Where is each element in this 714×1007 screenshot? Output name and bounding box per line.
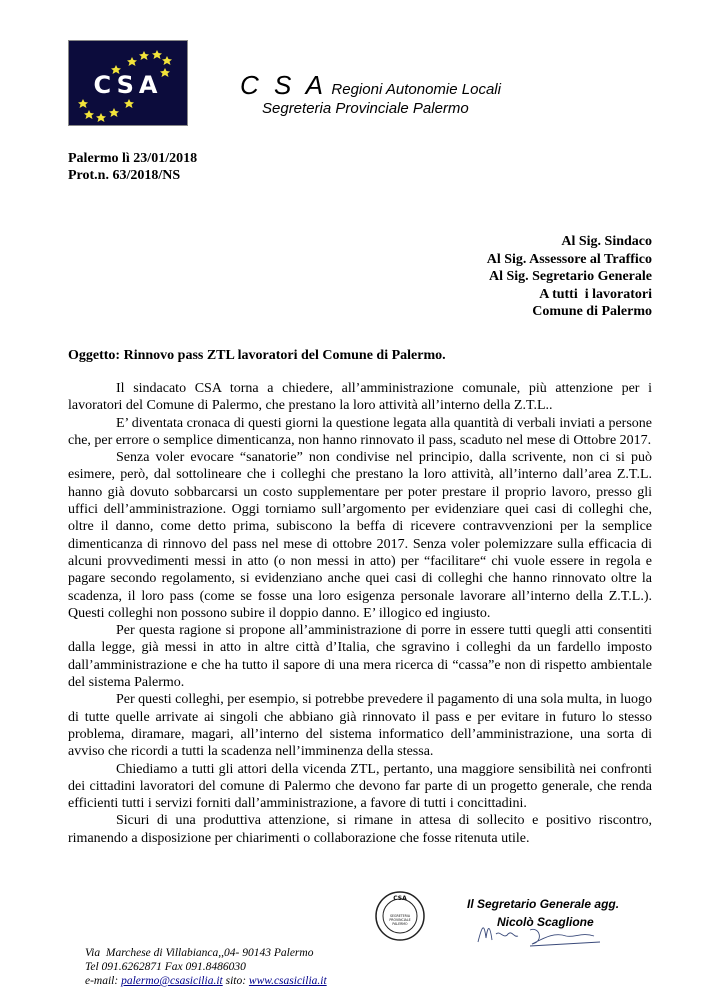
website-link[interactable]: www.csasicilia.it (248, 975, 327, 987)
svg-text:PALERMO: PALERMO (392, 922, 408, 926)
letter-body (68, 380, 652, 847)
signatory-title: Il Segretario Generale agg. (467, 897, 620, 911)
body-paragraph: Per questa ragione si propone all’amministrazione di porre in essere tutti quegli atti consentiti dalla legge, già messi in atto in altre città d’Italia, che sgravino i colleghi da un fardello imposto dall’amministrazione e che ha tutto il sapore di una mera ricerca di “cassa”e non di rispetto ambientale del sistema Palermo. (68, 623, 652, 691)
stamp-top-text: CSA (393, 895, 407, 902)
org-branch: Segreteria Provinciale Palermo (262, 100, 469, 117)
org-title (240, 70, 501, 101)
logo-stars-icon (69, 41, 187, 125)
body-paragraph: Senza voler evocare “sanatorie” non condivise nel principio, dalla scrivente, non ci si può esimere, però, dal sottolineare che i colleghi che prestano la loro attività, all’interno dall’area Z.T.L. hanno già dovuto sobbarcarsi un costo supplementare per poter prestare il proprio lavoro, presso gli uffici dell’amministrazione. Oggi torniamo sull’argomento per evidenziare quei casi di colleghi che, oltre il danno, come detto prima, subiscono la beffa di ricevere contravvenzioni per la semplice dimenticanza di rinnovo del pass nel mese di ottobre 2017. Senza voler polemizzare sulla efficacia di alcuni provvedimenti messi in atto (o non messi in atto) per “facilitare“ chi vuole essere in regola e pagare secondo regolamento, si evidenziano anche quei casi di colleghi che hanno rinnovato oltre la scadenza, il loro pass (come se fosse una loro esigenza personale lavorare all’interno della Z.T.L.). Questi colleghi non possono subire il doppio danno. E’ illogico ed ingiusto. (68, 450, 652, 621)
signatory-name: Nicolò Scaglione (497, 915, 594, 929)
footer-address: Via Marchese di Villabianca,,04- 90143 Palermo (85, 947, 314, 959)
csa-logo (68, 40, 188, 126)
body-paragraph: Il sindacato CSA torna a chiedere, all’amministrazione comunale, più attenzione per i lavoratori del Comune di Palermo, che prestano la loro attività all’interno della Z.T.L.. (68, 381, 652, 414)
org-subtitle: Regioni Autonomie Locali (331, 81, 501, 98)
body-paragraph: Sicuri di una produttiva attenzione, si rimane in attesa di sollecito e positivo riscontro, rimanendo a disposizione per chiarimenti o collaborazione che fosse ritenuta utile. (68, 813, 652, 846)
body-paragraph: Per questi colleghi, per esempio, si potrebbe prevedere il pagamento di una sola multa, in luogo di tutte quelle arrivate ai singoli che abbiano già rinnovato il pass e per evitare in futuro lo stesso problema, diramare, magari, all’interno del sistema informatico dell’amministrazione, una sorta di avviso che ricordi a tutti la scadenza nell’imminenza della stessa. (68, 692, 652, 760)
svg-text:SEGRETERIA: SEGRETERIA (389, 914, 411, 918)
stamp-seal-icon (374, 890, 426, 942)
footer-contact (85, 946, 327, 988)
recipient: Al Sig. Assessore al Traffico (486, 251, 652, 267)
footer-links (85, 974, 327, 988)
official-stamp (374, 890, 426, 942)
site-label: sito: (225, 975, 247, 987)
body-paragraph: Chiediamo a tutti gli attori della vicenda ZTL, pertanto, una maggiore sensibilità nei confronti dei cittadini lavoratori del comune di Palermo che devono far parte di un progetto generale, che renda efficienti tutti i servizi forniti dall’amministrazione, a favore di tutti i concittadini. (68, 761, 652, 812)
letter-date: Palermo lì 23/01/2018 (68, 151, 198, 166)
subject-line: Oggetto: Rinnovo pass ZTL lavoratori del Comune di Palermo. (68, 348, 446, 363)
recipient: Al Sig. Segretario Generale (488, 269, 652, 284)
recipient: Comune di Palermo (532, 304, 652, 319)
protocol-number: Prot.n. 63/2018/NS (68, 168, 181, 183)
recipient: Al Sig. Sindaco (561, 234, 652, 249)
email-label: e-mail: (85, 975, 119, 987)
email-link[interactable]: palermo@csasicilia.it (121, 975, 223, 987)
org-name: C S A (240, 70, 327, 100)
recipient: A tutti i lavoratori (539, 286, 652, 302)
recipients-block (487, 233, 652, 321)
body-paragraph: E’ diventata cronaca di questi giorni la questione legata alla quantità di verbali inviati a persone che, per errore o semplice dimenticanza, non hanno rinnovato il pass, scaduto nel mese di Ottobre 2017. (68, 415, 652, 448)
footer-phone-fax: Tel 091.6262871 Fax 091.8486030 (85, 961, 246, 973)
logo-text: CSA (93, 71, 163, 99)
dateline (68, 150, 197, 184)
svg-text:PROVINCIALE: PROVINCIALE (389, 918, 411, 922)
